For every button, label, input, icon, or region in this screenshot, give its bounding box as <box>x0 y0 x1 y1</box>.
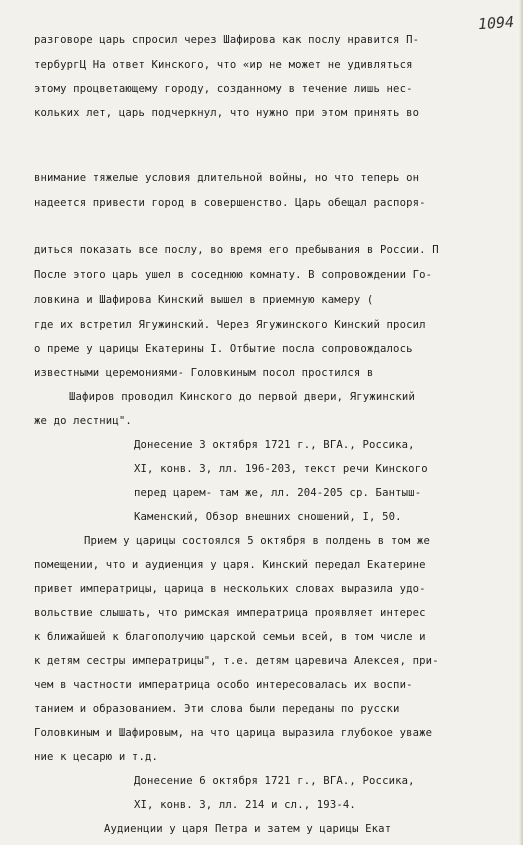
text-line: внимание тяжелые условия длительной войны, но что теперь он <box>34 172 420 184</box>
text-line: вольствие слышать, что римская императрица проявляет интерес <box>34 607 426 619</box>
citation-line: XI, конв. 3, лл. 214 и сл., 193-4. <box>134 799 356 811</box>
text-line: этому процветающему городу, созданному в течение лишь нес- <box>34 83 413 95</box>
page-edge-shadow <box>519 0 523 845</box>
text-line: разговоре царь спросил через Шафирова как послу нравится П- <box>34 34 420 46</box>
text-line: Шафиров проводил Кинского до первой двери, Ягужинский <box>69 391 415 403</box>
citation-line: Каменский, Обзор внешних сношений, I, 50. <box>134 511 402 523</box>
text-line: к детям сестры императрицы", т.е. детям царевича Алексея, при- <box>34 655 439 667</box>
text-line: известными церемониями- Головкиным посол простился в <box>34 367 374 379</box>
text-line: же до лестниц". <box>34 415 132 427</box>
citation-line: XI, конв. 3, лл. 196-203, текст речи Кинского <box>134 463 428 475</box>
text-line: о преме у царицы Екатерины I. Отбытие посла сопровождалось <box>34 343 413 355</box>
citation-line: перед царем- там же, лл. 204-205 ср. Бантыш- <box>134 487 422 499</box>
text-line: Головкиным и Шафировым, на что царица выразила глубокое уваже <box>34 727 433 739</box>
text-line: тербургЦ На ответ Кинского, что «ир не может не удивляться <box>34 59 413 71</box>
text-line: Аудиенции у царя Петра и затем у царицы Екат <box>104 823 392 835</box>
text-line: диться показать все послу, во время его пребывания в России. П <box>34 244 439 256</box>
text-line: После этого царь ушел в соседнюю комнату. В сопровождении Го- <box>34 269 433 281</box>
citation-line: Донесение 6 октября 1721 г., ВГА., Россика, <box>134 775 415 787</box>
text-line: танием и образованием. Эти слова были переданы по русски <box>34 703 400 715</box>
text-line: к ближайшей к благополучию царской семьи всей, в том числе и <box>34 631 426 643</box>
text-line: привет императрицы, царица в нескольких словах выразила удо- <box>34 583 426 595</box>
text-line: кольких лет, царь подчеркнул, что нужно при этом принять во <box>34 107 420 119</box>
text-line: надеется привести город в совершенство. Царь обещал распоря- <box>34 197 426 209</box>
page-number: 1094 <box>477 12 515 34</box>
text-line: помещении, что и аудиенция у царя. Кинский передал Екатерине <box>34 559 426 571</box>
citation-line: Донесение 3 октября 1721 г., ВГА., Россика, <box>134 439 415 451</box>
text-line: ловкина и Шафирова Кинский вышел в приемную камеру ( <box>34 294 374 306</box>
text-line: ние к цесарю и т.д. <box>34 751 159 763</box>
text-line: где их встретил Ягужинский. Через Ягужинского Кинский просил <box>34 319 426 331</box>
text-line: чем в частности императрица особо интересовалась их воспи- <box>34 679 413 691</box>
text-line: Прием у царицы состоялся 5 октября в полдень в том же <box>84 535 430 547</box>
